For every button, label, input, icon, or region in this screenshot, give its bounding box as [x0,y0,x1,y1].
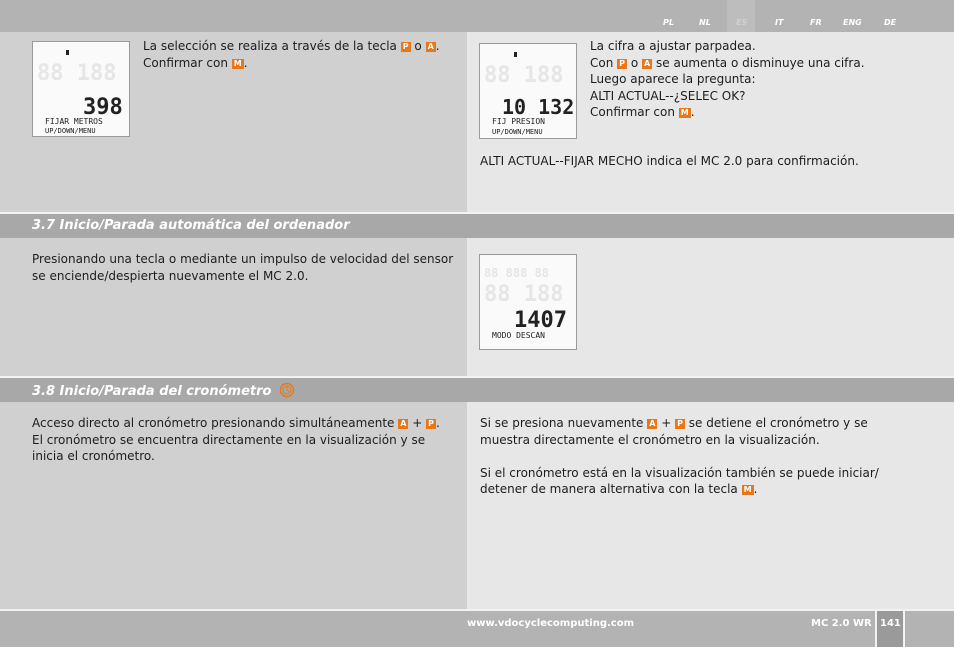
lcd-display-modo-descanso [479,254,577,350]
lang-es[interactable]: ES [736,18,748,27]
section-3-8-header [0,376,954,402]
lcd-line1: MODO DESCAN [492,331,545,340]
lcd-value: 398 [83,95,123,120]
lcd-line2: UP/DOWN/MENU [45,127,96,135]
lcd-display-fijar-metros [32,41,130,137]
model-name: MC 2.0 WR [811,618,872,629]
key-p: P [677,419,683,428]
lcd-value: 10 132 [502,95,575,119]
top-bar [0,0,954,32]
section-3-7-header [0,212,954,238]
confirm-note: ALTI ACTUAL--FIJAR MECHO indica el MC 2.0 para confirmación. [480,154,859,168]
key-p: P [402,42,409,51]
svg-text:88 188: 88 188 [37,61,117,86]
key-a: A [644,58,651,68]
lcd-line2: UP/DOWN/MENU [492,128,543,136]
top-right-text: La cifra a ajustar parpadea. Con P o A se aumenta o disminuye una cifra. Luego aparece la pregunta: ALTI ACTUAL--¿SELEC OK? Confirmar con M . [590,39,865,119]
section-3-7-text: Presionando una tecla o mediante un impulso de velocidad del sensor se enciende/despierta nuevamente el MC 2.0. [32,252,454,283]
key-m: M [233,58,242,68]
key-m: M [743,485,752,494]
key-a: A [400,419,407,428]
lcd-display-fijar-presion [479,43,577,139]
key-p: P [619,58,626,68]
svg-text:88 188: 88 188 [484,282,564,307]
svg-text:88 188: 88 188 [484,63,564,88]
section-3-8-left-text: Acceso directo al cronómetro presionando simultáneamente A + P . El cronómetro se encuentra directamente en la visualización y se inicia el cronómetro. [32,416,440,463]
website-link[interactable]: www.vdocyclecomputing.com [467,618,635,629]
section-title: 3.8 Inicio/Parada del cronómetro [32,382,295,399]
active-language-tab [727,0,755,32]
lcd-value: 1407 [514,308,567,333]
lcd-line1: FIJ PRESION [492,117,545,126]
lang-it[interactable]: IT [775,18,784,27]
key-a: A [649,419,656,428]
section-title: 3.7 Inicio/Parada automática del ordenador [32,218,350,233]
key-a: A [427,42,434,51]
key-p: P [428,419,435,428]
key-m: M [680,108,689,117]
page-number-box [875,611,905,647]
lang-fr[interactable]: FR [810,18,822,27]
top-left-text: La selección se realiza a través de la tecla P o A . Confirmar con M . [143,39,440,70]
lang-pl[interactable]: PL [663,18,674,27]
lang-eng[interactable]: ENG [843,18,862,27]
lcd-line1: FIJAR METROS [45,117,103,126]
footer [0,609,954,647]
lang-de[interactable]: DE [884,18,897,27]
lang-nl[interactable]: NL [699,18,711,27]
stopwatch-icon [279,382,295,398]
svg-text:88 888 88: 88 888 88 [484,266,550,280]
section-3-8-right-text: Si se presiona nuevamente A + P se detiene el cronómetro y se muestra directamente el cronómetro en la visualización. Si el cronómetro está en la visualización también se puede iniciar/ detener de manera alternativa con la tecla M . [480,416,879,496]
page-number: 141 [880,618,901,629]
